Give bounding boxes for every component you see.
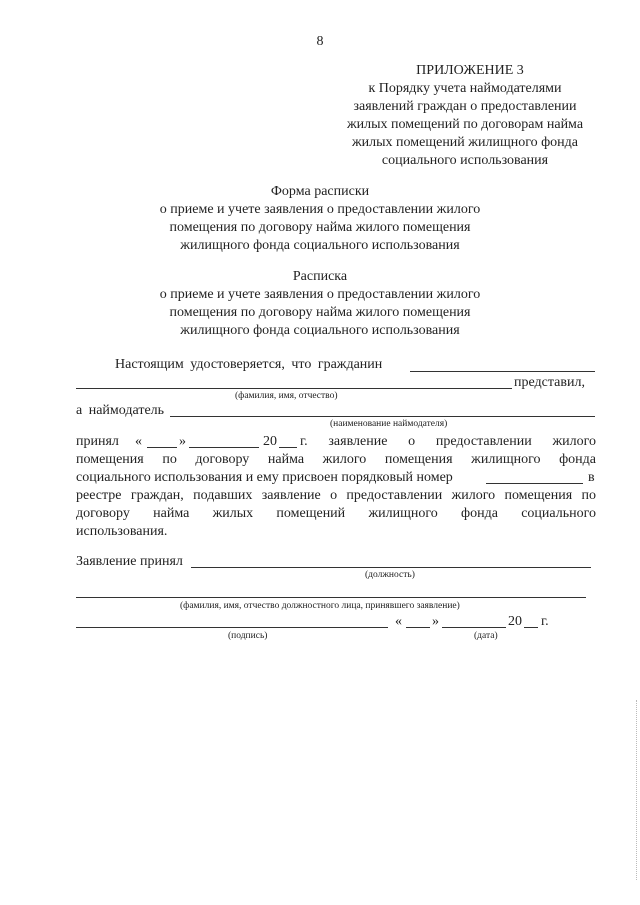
receipt-heading-line: жилищного фонда социального использования (180, 323, 460, 338)
landlord-label: а наймодатель (76, 403, 165, 418)
caption-official: (фамилия, имя, отчество должностного лица, принявшего заявление) (180, 601, 460, 611)
registry-number-line[interactable] (486, 483, 583, 484)
appendix-line: заявлений граждан о предоставлении (353, 99, 577, 114)
appendix-block (330, 62, 600, 170)
official-name-line[interactable] (76, 597, 586, 598)
caption-date: (дата) (474, 631, 498, 641)
day-line[interactable] (147, 447, 177, 448)
date-day-line[interactable] (406, 627, 430, 628)
appendix-line: жилых помещений по договорам найма (346, 117, 584, 132)
form-heading-line: жилищного фонда социального использования (180, 238, 460, 253)
quote-open: « (135, 434, 142, 449)
receipt-heading-line: о приеме и учете заявления о предоставлении жилого (159, 287, 481, 302)
landlord-line[interactable] (170, 416, 595, 417)
caption-position: (должность) (365, 570, 415, 580)
position-line[interactable] (191, 567, 591, 568)
caption-landlord: (наименование наймодателя) (330, 419, 448, 429)
certify-text: Настоящим удостоверяется, что гражданин (115, 357, 383, 372)
form-heading (110, 183, 530, 255)
caption-signature: (подпись) (228, 631, 268, 641)
date-quote-open: « (395, 614, 402, 629)
body-line-5: договору найма жилых помещений жилищного фонда социального (76, 506, 596, 521)
year-line[interactable] (279, 447, 297, 448)
body-line-6: использования. (76, 524, 168, 539)
fio-line[interactable] (76, 388, 512, 389)
appendix-line: социального использования (381, 153, 549, 168)
date-year-suffix: г. (541, 614, 549, 629)
body-line-2: помещения по договору найма жилого помещения жилищного фонда (76, 452, 596, 467)
date-month-line[interactable] (442, 627, 506, 628)
scan-edge-artifact (636, 700, 640, 880)
accepted-rest: г. заявление о предоставлении жилого (300, 434, 596, 449)
date-year-line[interactable] (524, 627, 538, 628)
receipt-heading-line: помещения по договору найма жилого помещения (169, 305, 471, 320)
presented-text: представил, (514, 375, 585, 390)
accepted-word: принял (76, 434, 119, 449)
date-quote-close: » (432, 614, 439, 629)
form-heading-line: о приеме и учете заявления о предоставлении жилого (159, 202, 481, 217)
quote-close: » (179, 434, 186, 449)
citizen-name-line[interactable] (410, 371, 595, 372)
accepted-by-label: Заявление принял (76, 554, 183, 569)
form-heading-title: Форма расписки (270, 184, 370, 199)
form-heading-line: помещения по договору найма жилого помещения (169, 220, 471, 235)
appendix-line: к Порядку учета наймодателями (368, 81, 562, 96)
month-line[interactable] (189, 447, 259, 448)
appendix-line: жилых помещений жилищного фонда (351, 135, 579, 150)
page-number (0, 33, 640, 51)
year-prefix: 20 (263, 434, 277, 449)
signature-line[interactable] (76, 627, 388, 628)
receipt-heading (110, 268, 530, 340)
date-year-prefix: 20 (508, 614, 522, 629)
page-number-text: 8 (316, 34, 324, 49)
caption-fio: (фамилия, имя, отчество) (235, 391, 338, 401)
body-line-3-end: в (588, 470, 595, 485)
body-line-3: социального использования и ему присвоен порядковый номер (76, 470, 453, 485)
appendix-title: ПРИЛОЖЕНИЕ 3 (416, 63, 524, 78)
body-line-4: реестре граждан, подавших заявление о предоставлении жилого помещения по (76, 488, 596, 503)
receipt-heading-title: Расписка (292, 269, 348, 284)
